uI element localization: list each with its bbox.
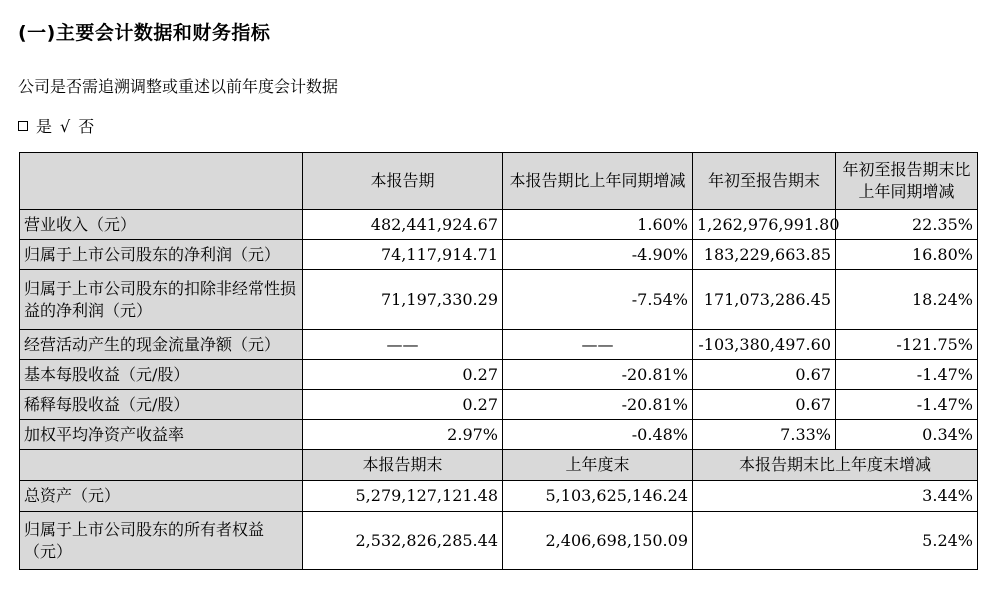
header-cell: 本报告期比上年同期增减 bbox=[503, 153, 693, 210]
cell: 3.44% bbox=[693, 481, 978, 512]
table-row bbox=[20, 420, 978, 450]
table-row bbox=[20, 210, 978, 240]
table-row bbox=[20, 330, 978, 360]
restate-question: 公司是否需追溯调整或重述以前年度会计数据 bbox=[18, 77, 339, 96]
header-cell: 上年度末 bbox=[503, 450, 693, 481]
row-label: 基本每股收益（元/股） bbox=[20, 360, 303, 390]
check-mark-icon: √ bbox=[60, 117, 71, 136]
cell: 0.67 bbox=[693, 360, 836, 390]
cell: 5.24% bbox=[693, 512, 978, 570]
header-cell: 本报告期 bbox=[303, 153, 503, 210]
header-cell: 本报告期末比上年度末增减 bbox=[693, 450, 978, 481]
yes-label: 是 bbox=[36, 117, 53, 136]
cell: 1,262,976,991.80 bbox=[693, 210, 836, 240]
no-label: 否 bbox=[78, 117, 95, 136]
row-label: 归属于上市公司股东的扣除非经常性损益的净利润（元） bbox=[20, 270, 303, 330]
row-label: 加权平均净资产收益率 bbox=[20, 420, 303, 450]
cell: 71,197,330.29 bbox=[303, 270, 503, 330]
restate-choice bbox=[18, 114, 102, 137]
header-cell: 年初至报告期末 bbox=[693, 153, 836, 210]
cell: -1.47% bbox=[836, 360, 978, 390]
cell: -20.81% bbox=[503, 390, 693, 420]
cell: -103,380,497.60 bbox=[693, 330, 836, 360]
row-label: 归属于上市公司股东的所有者权益（元） bbox=[20, 512, 303, 570]
table-row bbox=[20, 481, 978, 512]
cell: 7.33% bbox=[693, 420, 836, 450]
row-label: 归属于上市公司股东的净利润（元） bbox=[20, 240, 303, 270]
cell: -20.81% bbox=[503, 360, 693, 390]
table-header-row bbox=[20, 153, 978, 210]
cell: 171,073,286.45 bbox=[693, 270, 836, 330]
row-label: 稀释每股收益（元/股） bbox=[20, 390, 303, 420]
cell: 22.35% bbox=[836, 210, 978, 240]
header-cell: 本报告期末 bbox=[303, 450, 503, 481]
cell: 0.34% bbox=[836, 420, 978, 450]
header-blank bbox=[20, 153, 303, 210]
cell: 0.67 bbox=[693, 390, 836, 420]
table2-header-row bbox=[20, 450, 978, 481]
cell: -7.54% bbox=[503, 270, 693, 330]
table-row bbox=[20, 360, 978, 390]
row-label: 经营活动产生的现金流量净额（元） bbox=[20, 330, 303, 360]
section-title: (一)主要会计数据和财务指标 bbox=[18, 22, 271, 44]
cell: —— bbox=[503, 330, 693, 360]
cell: 183,229,663.85 bbox=[693, 240, 836, 270]
header-cell: 年初至报告期末比上年同期增减 bbox=[836, 153, 978, 210]
header-blank bbox=[20, 450, 303, 481]
cell: 16.80% bbox=[836, 240, 978, 270]
cell: 0.27 bbox=[303, 360, 503, 390]
cell: 2.97% bbox=[303, 420, 503, 450]
cell: 2,406,698,150.09 bbox=[503, 512, 693, 570]
cell: 5,279,127,121.48 bbox=[303, 481, 503, 512]
cell: 18.24% bbox=[836, 270, 978, 330]
cell: -1.47% bbox=[836, 390, 978, 420]
cell: 5,103,625,146.24 bbox=[503, 481, 693, 512]
cell: 0.27 bbox=[303, 390, 503, 420]
row-label: 营业收入（元） bbox=[20, 210, 303, 240]
cell: —— bbox=[303, 330, 503, 360]
checkbox-icon bbox=[18, 121, 28, 131]
cell: -121.75% bbox=[836, 330, 978, 360]
cell: -0.48% bbox=[503, 420, 693, 450]
table-row bbox=[20, 240, 978, 270]
financial-data-table bbox=[19, 152, 978, 570]
table-row bbox=[20, 390, 978, 420]
cell: 1.60% bbox=[503, 210, 693, 240]
table-row bbox=[20, 512, 978, 570]
cell: 74,117,914.71 bbox=[303, 240, 503, 270]
cell: 2,532,826,285.44 bbox=[303, 512, 503, 570]
cell: -4.90% bbox=[503, 240, 693, 270]
table-row bbox=[20, 270, 978, 330]
row-label: 总资产（元） bbox=[20, 481, 303, 512]
cell: 482,441,924.67 bbox=[303, 210, 503, 240]
